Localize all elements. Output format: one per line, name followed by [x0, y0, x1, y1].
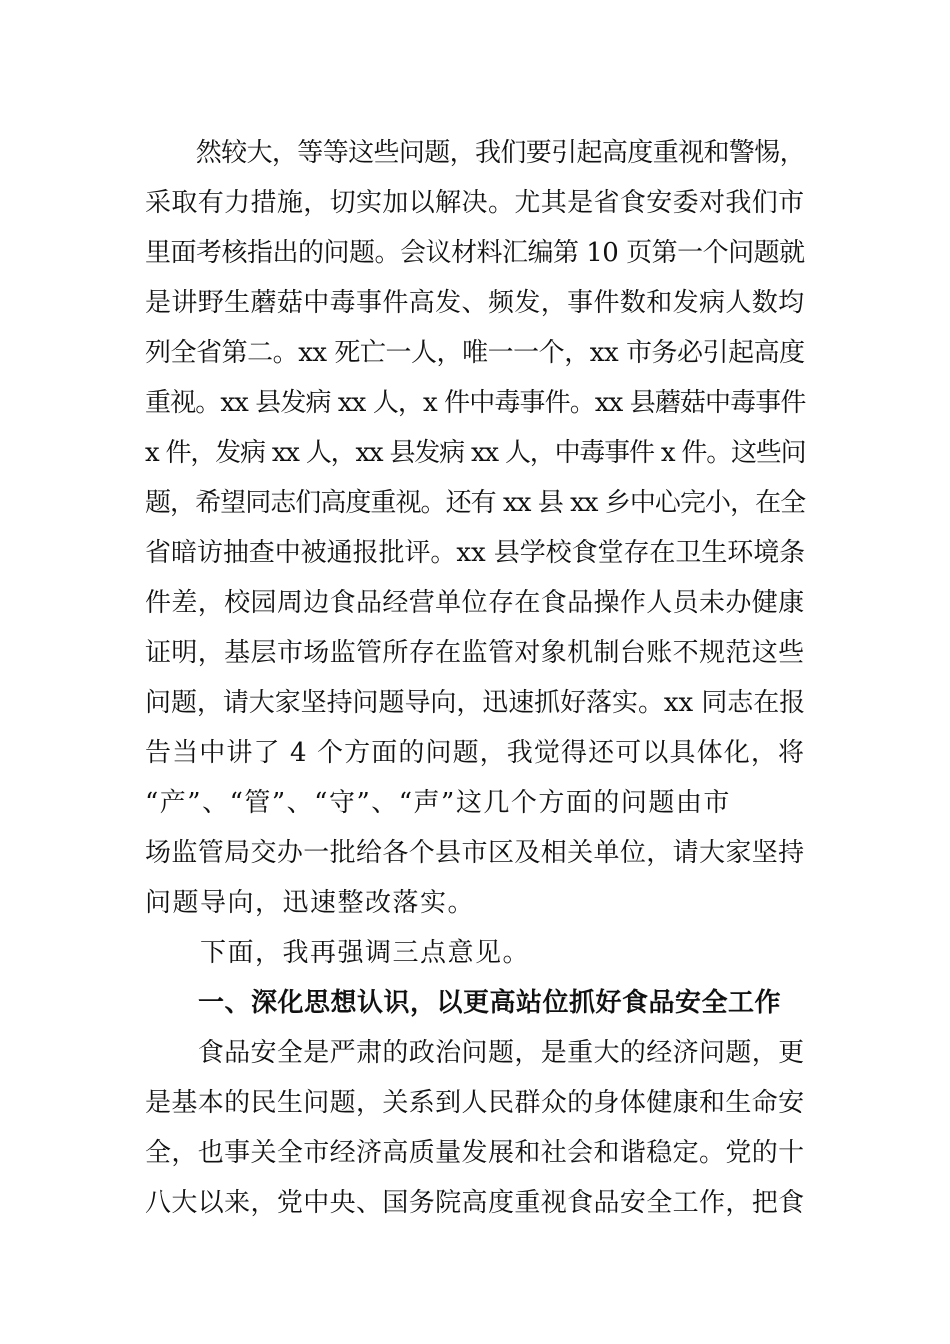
paragraph-line: x 件，发病 xx 人，xx 县发病 xx 人，中毒事件 x 件。这些问: [145, 438, 806, 468]
paragraph-line: 是讲野生蘑菇中毒事件高发、频发，事件数和发病人数均: [145, 288, 805, 318]
paragraph-line: 列全省第二。xx 死亡一人，唯一一个，xx 市务必引起高度: [145, 338, 805, 368]
paragraph-line: 题，希望同志们高度重视。还有 xx 县 xx 乡中心完小，在全: [145, 488, 806, 518]
section-heading: 一、深化思想认识，以更高站位抓好食品安全工作: [145, 988, 782, 1018]
paragraph-line: 证明，基层市场监管所存在监管对象机制台账不规范这些: [145, 638, 805, 668]
paragraph-line: 省暗访抽查中被通报批评。xx 县学校食堂存在卫生环境条: [145, 538, 806, 568]
paragraph-line: 全，也事关全市经济高质量发展和社会和谐稳定。党的十: [145, 1138, 805, 1168]
paragraph-line: 问题，请大家坚持问题导向，迅速抓好落实。xx 同志在报: [145, 688, 806, 718]
paragraph-line: 场监管局交办一批给各个县市区及相关单位，请大家坚持: [145, 838, 805, 868]
paragraph-line: 是基本的民生问题，关系到人民群众的身体健康和生命安: [145, 1088, 805, 1118]
paragraph-line: 八大以来，党中央、国务院高度重视食品安全工作，把食: [145, 1188, 805, 1218]
paragraph-line: 重视。xx 县发病 xx 人，x 件中毒事件。xx 县蘑菇中毒事件: [145, 388, 806, 418]
paragraph-line: 下面，我再强调三点意见。: [145, 938, 531, 968]
paragraph-line: 问题导向，迅速整改落实。: [145, 888, 476, 918]
paragraph-line: 里面考核指出的问题。会议材料汇编第 10 页第一个问题就: [145, 238, 805, 268]
paragraph-line: 然较大，等等这些问题，我们要引起高度重视和警惕，: [145, 138, 806, 168]
paragraph-line: 告当中讲了 4 个方面的问题，我觉得还可以具体化，将: [145, 738, 806, 768]
paragraph-line: 采取有力措施，切实加以解决。尤其是省食安委对我们市: [145, 188, 805, 218]
paragraph-line: 件差，校园周边食品经营单位存在食品操作人员未办健康: [145, 588, 805, 618]
paragraph-line: “产”、“管”、“守”、“声”这几个方面的问题由市: [145, 788, 731, 818]
paragraph-line: 食品安全是严肃的政治问题，是重大的经济问题，更: [145, 1038, 805, 1068]
